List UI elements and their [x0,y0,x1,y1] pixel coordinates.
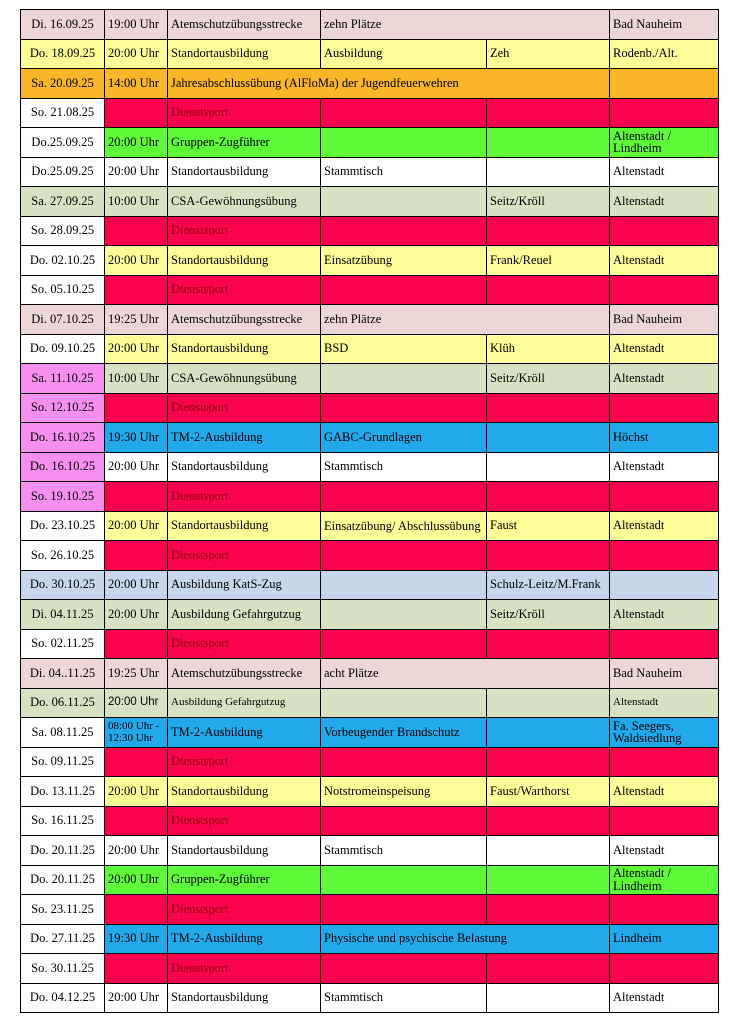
location-cell: Altenstadt [610,157,719,187]
topic-cell [321,187,487,217]
person-cell [487,541,610,571]
location-cell: Altenstadt / Lindheim [610,128,719,158]
time-cell [105,98,168,128]
person-cell: Schulz-Leitz/M.Frank [487,570,610,600]
location-cell: Bad Nauheim [610,305,719,335]
person-cell: Frank/Reuel [487,246,610,276]
time-cell [105,393,168,423]
person-cell [487,629,610,659]
table-row [21,865,719,895]
event-cell: Standortausbildung [168,157,321,187]
person-cell: Faust [487,511,610,541]
date-cell: Do. 06.11.25 [21,688,105,718]
topic-cell [321,570,487,600]
table-row [21,747,719,777]
date-cell: So. 26.10.25 [21,541,105,571]
topic-cell: zehn Plätze [321,10,610,40]
topic-cell: Stammtisch [321,452,487,482]
table-row [21,954,719,984]
topic-cell [321,393,487,423]
topic-cell [321,98,487,128]
event-cell: Standortausbildung [168,836,321,866]
event-cell: CSA-Gewöhnungsübung [168,187,321,217]
date-cell: Do. 20.11.25 [21,865,105,895]
table-row [21,216,719,246]
location-cell [610,482,719,512]
table-row [21,98,719,128]
location-cell: Lindheim [610,924,719,954]
person-cell [487,157,610,187]
event-cell: Jahresabschlussübung (AlFloMa) der Jugendfeuerwehren [168,69,610,99]
person-cell: Seitz/Kröll [487,364,610,394]
person-cell [487,688,610,718]
time-cell: 20:00 Uhr [105,157,168,187]
date-cell: Do. 27.11.25 [21,924,105,954]
date-cell: Sa. 27.09.25 [21,187,105,217]
topic-cell [321,128,487,158]
event-cell: TM-2-Ausbildung [168,924,321,954]
date-cell: So. 02.11.25 [21,629,105,659]
topic-cell: Einsatzübung/ Abschlussübung [321,511,487,541]
event-cell: Gruppen-Zugführer [168,128,321,158]
location-cell: Altenstadt [610,187,719,217]
date-cell: So. 21.08.25 [21,98,105,128]
event-cell: Dienstsport [168,954,321,984]
location-cell [610,629,719,659]
person-cell [487,954,610,984]
topic-cell: Physische und psychische Belastung [321,924,610,954]
person-cell [487,128,610,158]
event-cell: Standortausbildung [168,246,321,276]
location-cell: Altenstadt [610,836,719,866]
event-cell: Ausbildung KatS-Zug [168,570,321,600]
table-row [21,364,719,394]
event-cell: Dienstsport [168,482,321,512]
location-cell: Bad Nauheim [610,10,719,40]
date-cell: Di. 04.11.25 [21,600,105,630]
topic-cell [321,806,487,836]
event-cell: Ausbildung Gefahrgutzug [168,688,321,718]
event-cell: TM-2-Ausbildung [168,718,321,748]
event-cell: Standortausbildung [168,983,321,1013]
topic-cell: zehn Plätze [321,305,610,335]
person-cell [487,275,610,305]
time-cell: 20:00 Uhr [105,865,168,895]
location-cell [610,895,719,925]
date-cell: So. 09.11.25 [21,747,105,777]
date-cell: Do. 13.11.25 [21,777,105,807]
table-row [21,305,719,335]
time-cell: 20:00 Uhr [105,128,168,158]
date-cell: Do. 18.09.25 [21,39,105,69]
table-row [21,246,719,276]
date-cell: Di. 16.09.25 [21,10,105,40]
time-cell: 19:25 Uhr [105,659,168,689]
event-cell: Dienstsport [168,806,321,836]
location-cell [610,393,719,423]
location-cell: Bad Nauheim [610,659,719,689]
topic-cell [321,865,487,895]
person-cell [487,98,610,128]
date-cell: Do. 02.10.25 [21,246,105,276]
topic-cell: Vorbeugender Brandschutz [321,718,487,748]
time-cell: 20:00 Uhr [105,452,168,482]
person-cell [487,836,610,866]
event-cell: Ausbildung Gefahrgutzug [168,600,321,630]
schedule-table [20,9,719,1013]
event-cell: Dienstsport [168,747,321,777]
table-row [21,688,719,718]
location-cell: Altenstadt [610,777,719,807]
topic-cell [321,541,487,571]
location-cell [610,275,719,305]
table-row [21,393,719,423]
table-row [21,128,719,158]
table-row [21,423,719,453]
time-cell: 08:00 Uhr - 12:30 Uhr [105,718,168,748]
location-cell: Altenstadt [610,600,719,630]
time-cell [105,541,168,571]
location-cell [610,954,719,984]
location-cell [610,98,719,128]
date-cell: So. 30.11.25 [21,954,105,984]
person-cell: Zeh [487,39,610,69]
date-cell: Do. 23.10.25 [21,511,105,541]
topic-cell [321,688,487,718]
topic-cell: Stammtisch [321,836,487,866]
event-cell: Atemschutzübungsstrecke [168,659,321,689]
table-row [21,570,719,600]
table-row [21,482,719,512]
topic-cell [321,747,487,777]
time-cell: 20:00 Uhr [105,511,168,541]
table-row [21,983,719,1013]
person-cell [487,482,610,512]
time-cell: 10:00 Uhr [105,187,168,217]
person-cell [487,865,610,895]
topic-cell: Stammtisch [321,983,487,1013]
topic-cell: Ausbildung [321,39,487,69]
time-cell: 20:00 Uhr [105,777,168,807]
time-cell: 10:00 Uhr [105,364,168,394]
time-cell [105,806,168,836]
topic-cell: GABC-Grundlagen [321,423,487,453]
person-cell: Klüh [487,334,610,364]
table-row [21,511,719,541]
time-cell: 19:25 Uhr [105,305,168,335]
table-row [21,39,719,69]
table-row [21,334,719,364]
location-cell [610,570,719,600]
event-cell: Dienstsport [168,275,321,305]
time-cell: 14:00 Uhr [105,69,168,99]
event-cell: Standortausbildung [168,511,321,541]
date-cell: So. 05.10.25 [21,275,105,305]
location-cell: Altenstadt [610,246,719,276]
topic-cell: BSD [321,334,487,364]
time-cell: 20:00 Uhr [105,983,168,1013]
table-row [21,600,719,630]
time-cell [105,275,168,305]
table-row [21,924,719,954]
event-cell: Dienstsport [168,216,321,246]
location-cell: Altenstadt [610,334,719,364]
time-cell [105,954,168,984]
event-cell: Atemschutzübungsstrecke [168,10,321,40]
table-row [21,157,719,187]
topic-cell: Einsatzübung [321,246,487,276]
person-cell [487,983,610,1013]
person-cell [487,747,610,777]
topic-cell [321,895,487,925]
date-cell: Do. 30.10.25 [21,570,105,600]
location-cell [610,69,719,99]
event-cell: Atemschutzübungsstrecke [168,305,321,335]
time-cell: 20:00 Uhr [105,688,168,718]
date-cell: So. 28.09.25 [21,216,105,246]
person-cell [487,452,610,482]
location-cell [610,541,719,571]
date-cell: Sa. 11.10.25 [21,364,105,394]
date-cell: So. 16.11.25 [21,806,105,836]
time-cell [105,216,168,246]
location-cell: Altenstadt [610,688,719,718]
person-cell: Seitz/Kröll [487,600,610,630]
topic-cell [321,482,487,512]
date-cell: Do. 20.11.25 [21,836,105,866]
table-row [21,777,719,807]
location-cell: Höchst [610,423,719,453]
table-row [21,659,719,689]
topic-cell: acht Plätze [321,659,610,689]
table-row [21,836,719,866]
time-cell [105,629,168,659]
date-cell: Di. 04..11.25 [21,659,105,689]
topic-cell [321,954,487,984]
time-cell [105,895,168,925]
time-cell: 20:00 Uhr [105,836,168,866]
location-cell: Rodenb./Alt. [610,39,719,69]
time-cell: 20:00 Uhr [105,600,168,630]
topic-cell [321,364,487,394]
person-cell [487,806,610,836]
topic-cell [321,600,487,630]
location-cell [610,216,719,246]
table-row [21,10,719,40]
event-cell: Dienstsport [168,541,321,571]
date-cell: Do. 16.10.25 [21,423,105,453]
date-cell: Do. 04.12.25 [21,983,105,1013]
table-row [21,629,719,659]
topic-cell [321,275,487,305]
person-cell [487,718,610,748]
time-cell: 20:00 Uhr [105,334,168,364]
date-cell: Do. 09.10.25 [21,334,105,364]
location-cell: Altenstadt [610,511,719,541]
topic-cell [321,216,487,246]
table-row [21,187,719,217]
time-cell: 20:00 Uhr [105,570,168,600]
person-cell [487,393,610,423]
table-row [21,275,719,305]
table-row [21,806,719,836]
table-row [21,718,719,748]
event-cell: Standortausbildung [168,334,321,364]
event-cell: TM-2-Ausbildung [168,423,321,453]
location-cell [610,806,719,836]
location-cell: Altenstadt [610,983,719,1013]
time-cell: 19:30 Uhr [105,423,168,453]
person-cell [487,895,610,925]
date-cell: Do.25.09.25 [21,157,105,187]
date-cell: Do.25.09.25 [21,128,105,158]
table-row [21,895,719,925]
person-cell [487,423,610,453]
time-cell: 20:00 Uhr [105,39,168,69]
person-cell: Faust/Warthorst [487,777,610,807]
location-cell: Altenstadt [610,364,719,394]
time-cell: 19:30 Uhr [105,924,168,954]
date-cell: Sa. 08.11.25 [21,718,105,748]
date-cell: Sa. 20.09.25 [21,69,105,99]
event-cell: CSA-Gewöhnungsübung [168,364,321,394]
event-cell: Standortausbildung [168,452,321,482]
event-cell: Dienstsport [168,895,321,925]
time-cell: 20:00 Uhr [105,246,168,276]
topic-cell: Stammtisch [321,157,487,187]
location-cell [610,747,719,777]
date-cell: So. 19.10.25 [21,482,105,512]
event-cell: Gruppen-Zugführer [168,865,321,895]
event-cell: Standortausbildung [168,777,321,807]
table-row [21,541,719,571]
event-cell: Dienstsport [168,629,321,659]
time-cell: 19:00 Uhr [105,10,168,40]
topic-cell: Notstromeinspeisung [321,777,487,807]
date-cell: Do. 16.10.25 [21,452,105,482]
topic-cell [321,629,487,659]
location-cell: Fa. Seegers, Waldsiedlung [610,718,719,748]
table-row [21,452,719,482]
person-cell [487,216,610,246]
table-row [21,69,719,99]
date-cell: So. 12.10.25 [21,393,105,423]
date-cell: Di. 07.10.25 [21,305,105,335]
time-cell [105,482,168,512]
event-cell: Dienstsport [168,393,321,423]
person-cell: Seitz/Kröll [487,187,610,217]
location-cell: Altenstadt / Lindheim [610,865,719,895]
date-cell: So. 23.11.25 [21,895,105,925]
event-cell: Dienstsport [168,98,321,128]
time-cell [105,747,168,777]
event-cell: Standortausbildung [168,39,321,69]
schedule-body [21,10,719,1013]
location-cell: Altenstadt [610,452,719,482]
